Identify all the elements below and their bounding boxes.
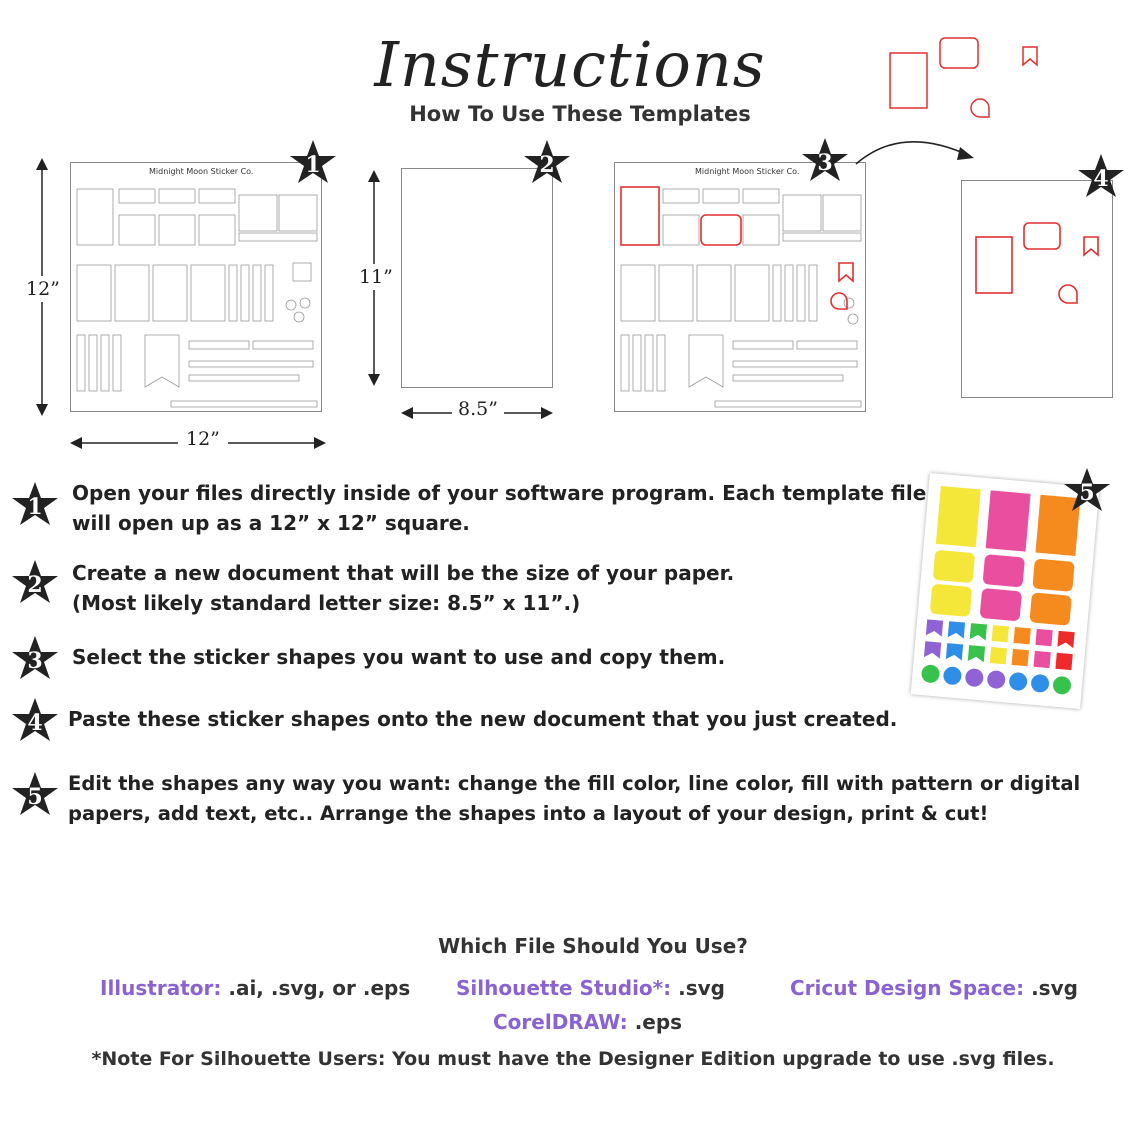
svg-text:4: 4: [1093, 166, 1109, 192]
file-coreldraw-label: CorelDRAW:: [493, 1010, 628, 1034]
file-illustrator-label: Illustrator:: [100, 976, 222, 1000]
svg-text:5: 5: [27, 784, 43, 810]
step-3-star-icon: [800, 136, 850, 184]
page-title: Instructions: [374, 28, 766, 101]
step-3-text: Select the sticker shapes you want to use and copy them.: [72, 645, 726, 669]
file-silhouette-value: .svg: [678, 976, 725, 1000]
curved-arrow: [852, 130, 980, 170]
silhouette-note: *Note For Silhouette Users: You must have the Designer Edition upgrade to use .svg files.: [91, 1048, 1055, 1070]
step-3-list-star-icon: [10, 634, 60, 682]
sheet-brand-3: Midnight Moon Sticker Co.: [695, 167, 800, 176]
step-4-list-star-icon: [10, 696, 60, 744]
svg-text:1: 1: [27, 494, 43, 520]
step-1-list-star-icon: [10, 480, 60, 528]
svg-text:2: 2: [27, 572, 43, 598]
sheet-brand: Midnight Moon Sticker Co.: [149, 167, 254, 176]
step-1-star-icon: [288, 138, 338, 186]
red-outline-shapes: [880, 35, 1050, 120]
blank-letter-sheet: [401, 168, 553, 388]
file-coreldraw-value: .eps: [634, 1010, 683, 1034]
dimension-12-horizontal: 12”: [178, 428, 228, 450]
dimension-85: 8.5”: [452, 398, 504, 420]
step-5-star-icon: [1062, 466, 1112, 514]
template-sheet-selected: [614, 162, 866, 412]
step-2-star-icon: [522, 138, 572, 186]
file-silhouette: [456, 976, 725, 1000]
which-file-heading: Which File Should You Use?: [438, 934, 748, 958]
svg-text:3: 3: [817, 150, 833, 176]
template-sheet-12x12: [70, 162, 322, 412]
page-subtitle: How To Use These Templates: [409, 102, 751, 126]
file-silhouette-label: Silhouette Studio*:: [456, 976, 672, 1000]
file-illustrator-value: .ai, .svg, or .eps: [228, 976, 411, 1000]
dimension-11: 11”: [355, 264, 397, 290]
file-cricut-label: Cricut Design Space:: [790, 976, 1025, 1000]
svg-text:1: 1: [305, 152, 321, 178]
step-5-list-star-icon: [10, 770, 60, 818]
svg-text:2: 2: [539, 152, 555, 178]
dimension-12-vertical: 12”: [22, 276, 64, 302]
step-4-text: Paste these sticker shapes onto the new document that you just created.: [68, 707, 898, 731]
svg-text:3: 3: [27, 648, 43, 674]
file-illustrator: [100, 976, 410, 1000]
svg-text:4: 4: [27, 710, 43, 736]
step-5-text: Edit the shapes any way you want: change the fill color, line color, fill with pattern or digital papers, add text, etc.. Arrange the shapes into a layout of your design, print & cut!: [68, 772, 1081, 825]
file-cricut: [790, 976, 1078, 1000]
svg-text:5: 5: [1079, 480, 1095, 506]
file-cricut-value: .svg: [1031, 976, 1078, 1000]
step-1-text: Open your files directly inside of your software program. Each template file will open up as a 12” x 12” square.: [72, 481, 927, 535]
step-2-list-star-icon: [10, 558, 60, 606]
step-4-star-icon: [1076, 152, 1126, 200]
step-2-text: Create a new document that will be the size of your paper. (Most likely standard letter size: 8.5” x 11”.): [72, 561, 735, 615]
letter-sheet-with-shapes: [961, 180, 1113, 398]
file-coreldraw: [493, 1010, 682, 1034]
